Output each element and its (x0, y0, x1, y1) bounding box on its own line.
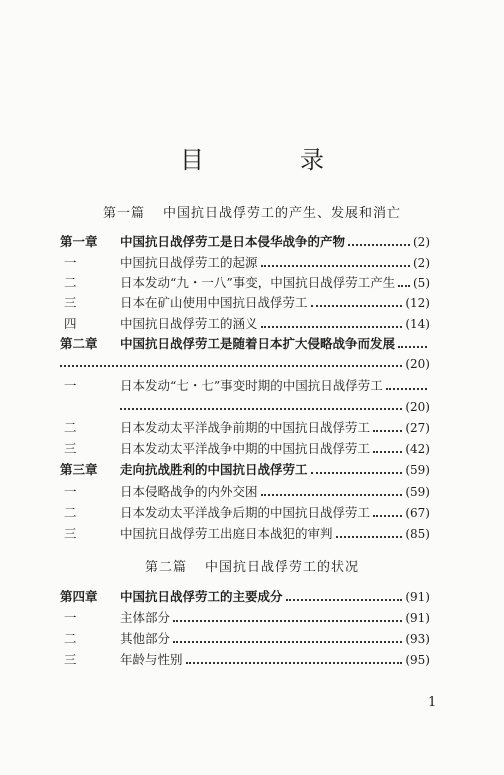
entry-title: 中国抗日战俘劳工的涵义 (120, 316, 258, 331)
page-number: (20) (405, 400, 430, 414)
page-number: (93) (405, 632, 430, 646)
part-heading-2 (0, 556, 504, 575)
dot-leader (336, 536, 403, 538)
page-folio: 1 (428, 695, 437, 710)
entry-title: 日本侵略战争的内外交困 (120, 484, 258, 499)
page-number: (27) (405, 421, 430, 435)
chapter-label: 第一章 (60, 234, 98, 249)
entry-title: 中国抗日战俘劳工的起源 (120, 255, 258, 270)
page-number: (12) (405, 296, 430, 310)
page-number: (59) (405, 463, 430, 477)
part-number: 第二篇 (144, 560, 187, 575)
section-label: 二 (64, 420, 77, 435)
toc-entry[interactable] (60, 608, 430, 628)
page-number: (2) (413, 235, 430, 249)
toc-entry[interactable] (60, 650, 430, 670)
page-number: (14) (405, 317, 430, 331)
section-label: 三 (64, 526, 77, 541)
section-label: 三 (64, 441, 77, 456)
page-number: (91) (405, 590, 430, 604)
page-number: (5) (413, 276, 430, 290)
toc-entry[interactable] (60, 334, 430, 354)
entry-title: 中国抗日战俘劳工出庭日本战犯的审判 (120, 526, 333, 541)
toc-entry-continuation[interactable] (120, 397, 430, 417)
entry-title: 日本发动“九・一八”事变，中国抗日战俘劳工产生 (120, 275, 396, 290)
page-number: (59) (405, 485, 430, 499)
part-heading-1 (0, 202, 504, 221)
dot-leader (120, 408, 402, 410)
toc-entry[interactable] (60, 376, 430, 396)
entry-title: 日本发动“七・七”事变时期的中国抗日战俘劳工 (120, 378, 383, 393)
page-title: 目 录 (180, 146, 360, 174)
dot-leader (60, 365, 402, 367)
dot-leader (261, 326, 403, 328)
toc-entry[interactable] (60, 460, 430, 480)
part-title: 中国抗日战俘劳工的状况 (205, 560, 360, 575)
section-label: 二 (64, 631, 77, 646)
toc-entry[interactable] (60, 314, 430, 334)
entry-title: 其他部分 (120, 631, 171, 646)
entry-title: 走向抗战胜利的中国抗日战俘劳工 (120, 462, 308, 477)
dot-leader (173, 620, 402, 622)
section-label: 三 (64, 295, 77, 310)
section-label: 二 (64, 275, 77, 290)
page-number: (42) (405, 442, 430, 456)
entry-title: 中国抗日战俘劳工是日本侵华战争的产物 (120, 234, 346, 249)
chapter-label: 第四章 (60, 589, 98, 604)
chapter-label: 第三章 (60, 462, 98, 477)
entry-title: 日本发动太平洋战争中期的中国抗日战俘劳工 (120, 441, 371, 456)
toc-entry[interactable] (60, 232, 430, 252)
part-title: 中国抗日战俘劳工的产生、发展和消亡 (163, 206, 402, 221)
entry-title: 日本在矿山使用中国抗日战俘劳工 (120, 295, 308, 310)
section-label: 二 (64, 505, 77, 520)
dot-leader (348, 244, 410, 246)
page-number: (95) (405, 653, 430, 667)
entry-title: 日本发动太平洋战争前期的中国抗日战俘劳工 (120, 420, 371, 435)
dot-leader (286, 599, 403, 601)
entry-title: 日本发动太平洋战争后期的中国抗日战俘劳工 (120, 505, 371, 520)
section-label: 一 (64, 610, 77, 625)
toc-entry-continuation[interactable] (60, 354, 430, 374)
dot-leader (386, 388, 427, 390)
toc-entry[interactable] (60, 253, 430, 273)
toc-entry[interactable] (60, 418, 430, 438)
toc-entry[interactable] (60, 293, 430, 313)
page-number: (20) (405, 357, 430, 371)
dot-leader (373, 515, 402, 517)
toc-entry[interactable] (60, 503, 430, 523)
page-number: (2) (413, 256, 430, 270)
toc-entry[interactable] (60, 482, 430, 502)
dot-leader (398, 346, 427, 348)
toc-entry[interactable] (60, 439, 430, 459)
entry-title: 中国抗日战俘劳工的主要成分 (120, 589, 283, 604)
entry-title: 主体部分 (120, 610, 171, 625)
page-number: (67) (405, 506, 430, 520)
dot-leader (186, 662, 403, 664)
dot-leader (398, 285, 410, 287)
part-number: 第一篇 (102, 206, 145, 221)
page-number: (91) (405, 611, 430, 625)
entry-title: 中国抗日战俘劳工是随着日本扩大侵略战争而发展 (120, 336, 396, 351)
page-number: (85) (405, 527, 430, 541)
section-label: 四 (64, 316, 77, 331)
dot-leader (311, 305, 403, 307)
dot-leader (261, 494, 403, 496)
dot-leader (173, 641, 402, 643)
section-label: 一 (64, 378, 77, 393)
dot-leader (261, 265, 410, 267)
toc-entry[interactable] (60, 273, 430, 293)
section-label: 一 (64, 484, 77, 499)
section-label: 三 (64, 652, 77, 667)
dot-leader (373, 430, 402, 432)
toc-entry[interactable] (60, 524, 430, 544)
dot-leader (373, 451, 402, 453)
dot-leader (311, 472, 403, 474)
chapter-label: 第二章 (60, 336, 98, 351)
toc-entry[interactable] (60, 587, 430, 607)
toc-entry[interactable] (60, 629, 430, 649)
section-label: 一 (64, 255, 77, 270)
entry-title: 年龄与性别 (120, 652, 183, 667)
